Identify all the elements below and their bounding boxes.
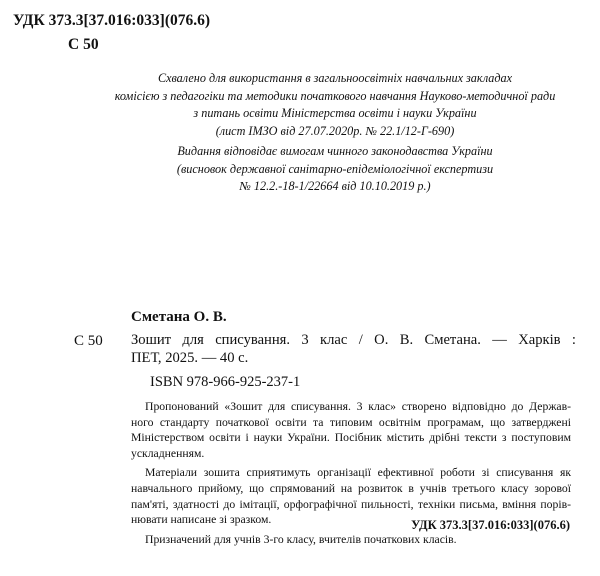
annotation-line: ускладненням. bbox=[131, 446, 205, 460]
approval-statement bbox=[100, 70, 570, 140]
sanitary-line: № 12.2.-18-1/22664 від 10.10.2019 р.) bbox=[239, 179, 431, 193]
annotation-line: ного стандарту початкової освіти та типовим освітнім програмам, що затверджені bbox=[131, 415, 571, 429]
biblio-line: ПЕТ, 2025. — 40 с. bbox=[131, 350, 249, 366]
author-mark-top: С 50 bbox=[68, 36, 99, 53]
annotation-line: пам'яті, здатності до імітації, орфографічної пильності, техніки письма, вміння порів- bbox=[131, 497, 571, 511]
biblio-line: Зошит для списування. 3 клас / О. В. Сметана. — Харків : bbox=[131, 332, 576, 348]
catalog-author-mark: С 50 bbox=[74, 333, 103, 349]
annotation-line: навчального прийому, що спрямований на розвиток в учнів третього класу зорової bbox=[131, 481, 571, 495]
annotation-line: Призначений для учнів 3-го класу, вчителів початкових класів. bbox=[145, 532, 457, 546]
sanitary-statement bbox=[100, 143, 570, 196]
approval-line: (лист ІМЗО від 27.07.2020р. № 22.1/12-Г-690) bbox=[215, 123, 455, 138]
bibliographic-description bbox=[131, 331, 576, 367]
annotation-line: Міністерством освіти і науки України. Посібник містить дрібні тексти з поступовим bbox=[131, 431, 571, 445]
udk-code-bottom: УДК 373.3[37.016:033](076.6) bbox=[411, 518, 570, 532]
approval-line: Схвалено для використання в загальноосвітніх навчальних закладах bbox=[157, 71, 513, 85]
udk-code-top: УДК 373.3[37.016:033](076.6) bbox=[13, 12, 211, 29]
sanitary-line: Видання відповідає вимогам чинного законодавства України bbox=[177, 144, 493, 158]
approval-line: з питань освіти Міністерства освіти і науки України bbox=[193, 106, 477, 120]
approval-line: комісією з педагогіки та методики початкового навчання Науково-методичної ради bbox=[114, 88, 556, 103]
annotation-line: Матеріали зошита сприятимуть організації ефективної роботи зі списування як bbox=[145, 466, 571, 480]
sanitary-line: (висновок державної санітарно-епідеміологічної експертизи bbox=[176, 161, 494, 176]
isbn: ISBN 978-966-925-237-1 bbox=[150, 374, 301, 390]
annotation-line: нювати написане зі зразком. bbox=[131, 513, 272, 527]
annotation-line: Пропонований «Зошит для списування. 3 клас» створено відповідно до Держав- bbox=[145, 400, 571, 413]
catalog-author: Сметана О. В. bbox=[131, 309, 227, 325]
